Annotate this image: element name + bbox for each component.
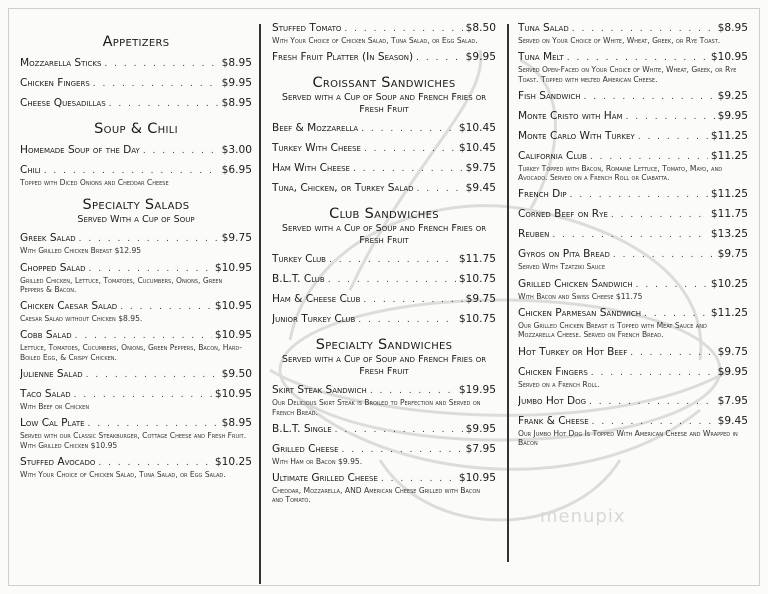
section-subtitle: Served with a Cup of Soup and French Fries or Fresh Fruit — [281, 354, 487, 378]
dot-leader — [589, 396, 715, 409]
dot-leader — [591, 367, 715, 380]
menu-item-name: Homemade Soup of the Day — [20, 144, 140, 156]
menu-item-french-dip — [518, 188, 748, 202]
menu-item-price: $10.95 — [214, 388, 252, 401]
menu-item-description: Our Delicious Skirt Steak is Broiled to Perfection and Served on French Bread. — [272, 398, 481, 417]
menu-item-greek-salad — [20, 232, 252, 255]
menu-item-price: $11.25 — [710, 307, 748, 320]
menu-item-grilled-chicken-sandwich — [518, 278, 748, 301]
menu-item-ham-cheese-club — [272, 293, 496, 307]
menu-item-name: Tuna Salad — [518, 22, 569, 34]
menu-item-row — [272, 51, 496, 65]
menu-item-tuna-salad — [518, 22, 748, 45]
menu-item-price: $10.95 — [214, 329, 252, 342]
menu-item-name: Grilled Chicken Sandwich — [518, 277, 633, 290]
menu-item-price: $8.95 — [221, 57, 252, 69]
menu-item-chili — [20, 164, 252, 187]
menu-item-price: $9.95 — [717, 365, 748, 378]
menu-item-reuben — [518, 228, 748, 242]
menu-item-row — [518, 110, 748, 124]
dot-leader — [636, 279, 708, 292]
menu-item-price: $9.95 — [465, 51, 496, 64]
section-heading-specialty-salads: Specialty Salads — [82, 197, 190, 214]
section-heading-appetizers: Appetizers — [102, 34, 170, 50]
menu-item-price: $11.75 — [710, 208, 748, 221]
menu-item-row — [518, 278, 748, 292]
menu-item-row — [518, 22, 748, 36]
menu-item-row — [272, 273, 496, 287]
menu-item-description: With Grilled Chicken Breast $12.95 — [20, 246, 142, 256]
menu-item-price: $9.75 — [465, 162, 496, 175]
menu-item-price: $13.25 — [710, 228, 748, 241]
menu-item-price: $8.95 — [221, 417, 252, 430]
menu-item-name: Turkey With Cheese — [272, 142, 361, 155]
watermark-text: menupix — [540, 506, 626, 527]
menu-item-description: Our Jumbo Hot Dog Is Topped With American Cheese and Wrapped in Bacon — [518, 428, 738, 448]
menu-item-turkey-with-cheese — [272, 142, 496, 156]
menu-item-row — [518, 228, 748, 242]
menu-item-name: Corned Beef on Rye — [518, 208, 608, 221]
menu-item-description: Served with our Classic Steakburger, Cottage Cheese and Fresh Fruit. With Grilled Chicken $10.95 — [20, 431, 247, 450]
menu-item-name: Chopped Salad — [20, 261, 86, 274]
menu-item-description: Grilled Chicken, Lettuce, Tomatoes, Cucumbers, Onions, Green Peppers & Bacon. — [20, 275, 223, 294]
menu-column-2 — [272, 22, 496, 580]
menu-item-name: Chicken Parmesan Sandwich — [518, 307, 641, 320]
dot-leader — [572, 23, 715, 36]
menu-item-ultimate-grilled-cheese — [272, 472, 496, 505]
menu-item-name: California Club — [518, 149, 587, 162]
menu-item-monte-carlo-with-turkey — [518, 130, 748, 144]
menu-item-row — [272, 384, 496, 398]
menu-item-row — [20, 97, 252, 111]
menu-item-homemade-soup-of-the-day — [20, 144, 252, 158]
dot-leader — [381, 473, 456, 486]
dot-leader — [120, 301, 212, 314]
dot-leader — [89, 263, 212, 276]
dot-leader — [570, 189, 708, 202]
menu-item-name: Skirt Steak Sandwich — [272, 384, 367, 397]
menu-item-b-l-t-club — [272, 273, 496, 287]
menu-item-price: $10.95 — [710, 51, 748, 64]
menu-item-description: With Beef or Chicken — [20, 402, 90, 412]
menu-item-fresh-fruit-platter-in-season — [272, 51, 496, 65]
menu-item-price: $9.50 — [221, 368, 252, 381]
dot-leader — [358, 314, 456, 327]
menu-item-name: Chicken Fingers — [20, 77, 90, 89]
menu-item-name: Julienne Salad — [20, 368, 83, 381]
menu-item-description: Turkey Topped with Bacon, Romaine Lettuce, Tomato, Mayo, and Avocado. Served on a French Roll or Ciabatta. — [518, 163, 723, 183]
menu-item-name: B.L.T. Club — [272, 273, 325, 286]
menu-item-row — [20, 417, 252, 431]
menu-item-ham-with-cheese — [272, 162, 496, 176]
menu-item-price: $6.95 — [221, 164, 252, 176]
dot-leader — [552, 229, 708, 242]
menu-item-price: $9.95 — [465, 422, 496, 435]
menu-item-chicken-fingers — [518, 366, 748, 389]
dot-leader — [361, 123, 456, 136]
menu-item-name: Low Cal Plate — [20, 417, 85, 430]
menu-item-price: $9.45 — [465, 182, 496, 195]
menu-item-description: With Your Choice of Chicken Salad, Tuna Salad, or Egg Salad. — [272, 36, 478, 45]
menu-item-name: Ham With Cheese — [272, 162, 350, 175]
menu-item-price: $10.75 — [458, 273, 496, 286]
menu-item-price: $8.95 — [717, 22, 748, 34]
menu-item-gyros-on-pita-bread — [518, 248, 748, 271]
menu-item-description: Our Grilled Chicken Breast is Topped with Meat Sauce and Mozzarella Cheese. Served on French Bread. — [518, 321, 707, 340]
dot-leader — [363, 294, 462, 307]
menu-item-name: B.L.T. Single — [272, 422, 332, 435]
menu-item-price: $11.25 — [710, 129, 748, 142]
menu-item-monte-cristo-with-ham — [518, 110, 748, 124]
menu-column-3 — [518, 22, 748, 580]
menu-item-julienne-salad — [20, 368, 252, 382]
dot-leader — [592, 416, 715, 429]
menu-item-row — [272, 443, 496, 457]
menu-item-row — [20, 300, 252, 314]
menu-item-low-cal-plate — [20, 417, 252, 450]
menu-item-row — [272, 423, 496, 437]
column-divider-left — [259, 24, 261, 584]
menu-item-name: Chicken Fingers — [518, 365, 588, 378]
dot-leader — [613, 249, 715, 262]
menu-item-price: $9.95 — [221, 77, 252, 89]
menu-item-name: Taco Salad — [20, 388, 71, 401]
menu-item-price: $9.95 — [717, 109, 748, 122]
menu-item-row — [518, 51, 748, 65]
menu-item-price: $10.95 — [458, 472, 496, 485]
menu-item-price: $10.75 — [458, 313, 496, 326]
menu-item-description: Served on Your Choice of White, Wheat, Greek, or Rye Toast. — [518, 36, 721, 45]
menu-item-description: With Bacon and Swiss Cheese $11.75 — [518, 291, 643, 301]
menu-item-row — [20, 368, 252, 382]
menu-item-tuna-melt — [518, 51, 748, 84]
dot-leader — [644, 308, 708, 321]
menu-item-chicken-caesar-salad — [20, 300, 252, 323]
menu-item-row — [20, 164, 252, 178]
menu-item-name: Cheese Quesadillas — [20, 97, 106, 109]
dot-leader — [590, 151, 708, 164]
dot-leader — [74, 389, 212, 402]
menu-item-price: $10.95 — [214, 261, 252, 274]
dot-leader — [626, 111, 715, 124]
menu-item-name: Cobb Salad — [20, 329, 72, 342]
menu-item-row — [518, 415, 748, 429]
dot-leader — [88, 418, 219, 431]
menu-item-name: Ham & Cheese Club — [272, 293, 361, 306]
menu-item-corned-beef-on-rye — [518, 208, 748, 222]
menu-item-row — [518, 366, 748, 380]
dot-leader — [638, 131, 708, 144]
dot-leader — [584, 91, 715, 104]
menu-item-price: $11.25 — [710, 149, 748, 162]
dot-leader — [328, 274, 456, 287]
dot-leader — [104, 58, 218, 71]
menu-item-price: $8.50 — [465, 22, 496, 34]
menu-item-name: Monte Cristo with Ham — [518, 109, 623, 122]
menu-item-name: Gyros on Pita Bread — [518, 248, 610, 261]
menu-item-name: Beef & Mozzarella — [272, 122, 359, 135]
dot-leader — [75, 330, 212, 343]
menu-item-stuffed-avocado — [20, 456, 252, 479]
dot-leader — [44, 165, 219, 178]
menu-item-price: $10.25 — [214, 455, 252, 468]
dot-leader — [79, 233, 219, 246]
section-subtitle: Served with a Cup of Soup and French Fries or Fresh Fruit — [281, 92, 487, 116]
menu-item-tuna-chicken-or-turkey-salad — [272, 182, 496, 196]
menu-item-price: $7.95 — [717, 394, 748, 407]
dot-leader — [344, 23, 462, 36]
menu-item-frank-cheese — [518, 415, 748, 448]
menu-column-1 — [20, 34, 252, 580]
menu-item-name: Hot Turkey or Hot Beef — [518, 345, 628, 358]
menu-item-description: Cheddar, Mozzarella, AND American Cheese Grilled with Bacon and Tomato. — [272, 486, 481, 505]
menu-item-description: With Your Choice of Chicken Salad, Tuna Salad, or Egg Salad. — [20, 469, 226, 479]
dot-leader — [98, 457, 212, 470]
menu-item-jumbo-hot-dog — [518, 395, 748, 409]
menu-item-price: $10.95 — [214, 300, 252, 313]
menu-item-name: Monte Carlo With Turkey — [518, 129, 635, 142]
menu-item-price: $9.25 — [717, 89, 748, 102]
dot-leader — [335, 424, 463, 437]
menu-item-price: $11.75 — [458, 253, 496, 266]
menu-item-row — [20, 456, 252, 470]
menu-item-chopped-salad — [20, 262, 252, 295]
menu-item-row — [518, 307, 748, 321]
menu-item-taco-salad — [20, 388, 252, 411]
menu-item-price: $9.75 — [717, 345, 748, 358]
dot-leader — [611, 209, 708, 222]
section-subtitle: Served With a Cup of Soup — [77, 214, 195, 226]
menu-item-mozzarella-sticks — [20, 57, 252, 71]
menu-item-description: Caesar Salad without Chicken $8.95. — [20, 314, 143, 324]
menu-item-name: Ultimate Grilled Cheese — [272, 472, 378, 485]
menu-item-description: Served on a French Roll. — [518, 379, 600, 389]
menu-item-description: With Ham or Bacon $9.95. — [272, 456, 363, 466]
menu-item-price: $3.00 — [221, 144, 252, 156]
menu-item-row — [272, 142, 496, 156]
dot-leader — [86, 369, 219, 382]
menu-item-description: Topped with Diced Onions and Cheddar Cheese — [20, 178, 169, 187]
menu-item-row — [272, 182, 496, 196]
menu-item-row — [20, 262, 252, 276]
menu-item-turkey-club — [272, 253, 496, 267]
section-heading-soup-chili: Soup & Chili — [94, 121, 178, 137]
menu-item-name: Fresh Fruit Platter (In Season) — [272, 51, 414, 64]
menu-item-price: $19.95 — [458, 384, 496, 397]
menu-item-row — [272, 122, 496, 136]
column-divider-right — [507, 24, 509, 562]
menu-item-name: Greek Salad — [20, 232, 76, 245]
dot-leader — [630, 347, 714, 360]
menu-item-price: $11.25 — [710, 188, 748, 201]
menu-item-row — [518, 346, 748, 360]
menu-item-cobb-salad — [20, 329, 252, 362]
dot-leader — [109, 98, 219, 111]
menu-item-price: $9.75 — [717, 248, 748, 261]
dot-leader — [353, 163, 463, 176]
dot-leader — [370, 385, 456, 398]
menu-item-row — [20, 144, 252, 158]
menu-item-price: $10.45 — [458, 122, 496, 135]
menu-item-row — [20, 232, 252, 246]
menu-item-row — [272, 162, 496, 176]
menu-item-chicken-parmesan-sandwich — [518, 307, 748, 340]
menu-item-name: Tuna, Chicken, or Turkey Salad — [272, 182, 414, 195]
section-heading-specialty-sandwiches: Specialty Sandwiches — [315, 337, 453, 354]
dot-leader — [342, 444, 463, 457]
menu-item-row — [20, 57, 252, 71]
menu-item-name: Tuna Melt — [518, 51, 564, 64]
menu-item-row — [518, 130, 748, 144]
menu-item-price: $10.45 — [458, 142, 496, 155]
menu-item-price: $8.95 — [221, 97, 252, 109]
menu-item-price: $9.45 — [717, 414, 748, 427]
section-subtitle: Served with a Cup of Soup and French Fries or Fresh Fruit — [281, 223, 487, 247]
menu-item-name: Stuffed Avocado — [20, 455, 96, 468]
dot-leader — [417, 183, 463, 196]
menu-item-name: French Dip — [518, 188, 567, 201]
menu-item-row — [272, 472, 496, 486]
dot-leader — [567, 52, 708, 65]
menu-item-name: Reuben — [518, 228, 550, 241]
dot-leader — [143, 145, 219, 158]
menu-item-skirt-steak-sandwich — [272, 384, 496, 417]
menu-item-fish-sandwich — [518, 90, 748, 104]
menu-item-row — [272, 253, 496, 267]
menu-item-row — [20, 77, 252, 91]
menu-item-description: Served With Tzatziki Sauce — [518, 262, 606, 272]
menu-item-beef-mozzarella — [272, 122, 496, 136]
menu-item-row — [518, 395, 748, 409]
menu-item-name: Fish Sandwich — [518, 89, 581, 102]
section-heading-club-sandwiches: Club Sandwiches — [329, 206, 439, 223]
menu-item-row — [518, 248, 748, 262]
menu-item-name: Chili — [20, 164, 41, 176]
menu-item-row — [518, 188, 748, 202]
menu-item-cheese-quesadillas — [20, 97, 252, 111]
menu-item-row — [272, 313, 496, 327]
menu-item-hot-turkey-or-hot-beef — [518, 346, 748, 360]
menu-item-chicken-fingers — [20, 77, 252, 91]
dot-leader — [329, 254, 456, 267]
menu-item-name: Stuffed Tomato — [272, 22, 342, 34]
menu-item-price: $9.75 — [221, 232, 252, 245]
dot-leader — [93, 78, 219, 91]
menu-item-name: Jumbo Hot Dog — [518, 394, 587, 407]
menu-item-row — [272, 293, 496, 307]
dot-leader — [416, 52, 463, 65]
menu-item-name: Chicken Caesar Salad — [20, 300, 118, 313]
menu-item-row — [20, 388, 252, 402]
section-heading-croissant-sandwiches: Croissant Sandwiches — [312, 75, 456, 92]
dot-leader — [364, 143, 456, 156]
menu-item-name: Grilled Cheese — [272, 442, 339, 455]
menu-item-description: Served Open-Faced on Your Choice of White, Wheat, Greek, or Rye Toast. Topped with melted American Cheese. — [518, 65, 737, 84]
menu-item-price: $9.75 — [465, 293, 496, 306]
menu-item-price: $7.95 — [465, 442, 496, 455]
menu-item-california-club — [518, 150, 748, 183]
menu-item-price: $10.25 — [710, 277, 748, 290]
menu-item-row — [272, 22, 496, 36]
menu-item-row — [518, 90, 748, 104]
menu-item-name: Turkey Club — [272, 253, 326, 266]
menu-item-row — [518, 150, 748, 164]
menu-item-description: Lettuce, Tomatoes, Cucumbers, Onions, Green Peppers, Bacon, Hard-Boiled Egg, & Crispy Chicken. — [20, 343, 242, 362]
menu-item-b-l-t-single — [272, 423, 496, 437]
menu-item-row — [518, 208, 748, 222]
menu-item-name: Junior Turkey Club — [272, 313, 356, 326]
menu-item-name: Mozzarella Sticks — [20, 57, 102, 69]
menu-item-name: Frank & Cheese — [518, 414, 589, 427]
menu-item-grilled-cheese — [272, 443, 496, 466]
menu-item-stuffed-tomato — [272, 22, 496, 45]
menu-item-junior-turkey-club — [272, 313, 496, 327]
menu-item-row — [20, 329, 252, 343]
